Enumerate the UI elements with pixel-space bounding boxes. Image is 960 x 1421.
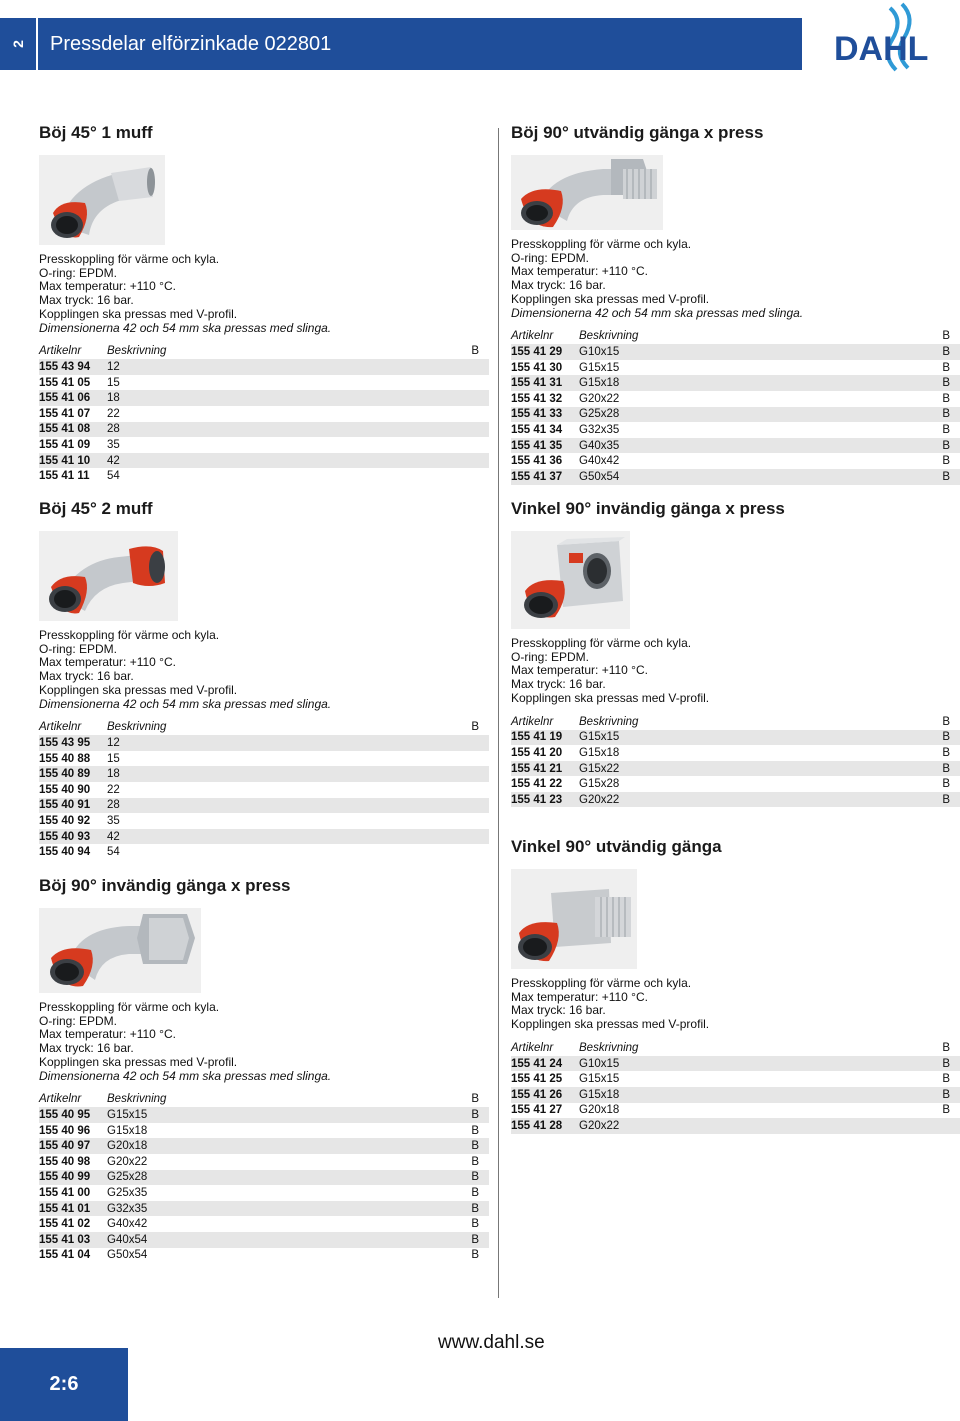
description-cell: G20x22: [579, 792, 920, 808]
desc-line: Kopplingen ska pressas med V-profil.: [39, 682, 238, 697]
desc-line: Presskoppling för värme och kyla.: [511, 976, 692, 990]
description-cell: G25x28: [579, 407, 920, 423]
section-title: Böj 45° 1 muff: [39, 123, 153, 142]
description-cell: G40x42: [579, 455, 620, 468]
article-number: 155 41 24: [511, 1056, 579, 1072]
table-row: [39, 1201, 489, 1217]
article-number: 155 41 31: [511, 375, 579, 391]
desc-note: Dimensionerna 42 och 54 mm ska pressas med slinga.: [39, 696, 332, 711]
b-cell: B: [920, 1087, 960, 1103]
product-section-boj45-1muff: [39, 121, 489, 484]
desc-line: Max temperatur: +110 °C.: [511, 264, 648, 279]
article-number: 155 40 93: [39, 829, 107, 845]
article-number: 155 40 99: [39, 1170, 107, 1186]
article-number: 155 41 00: [39, 1186, 91, 1199]
col-header-description: Beskrivning: [107, 721, 167, 734]
desc-line: O-ring: EPDM.: [511, 649, 590, 664]
desc-line: Max temperatur: +110 °C.: [39, 655, 176, 670]
description-cell: 18: [107, 766, 449, 782]
column-divider: [498, 128, 499, 1298]
description-cell: G15x18: [107, 1124, 148, 1137]
description-cell: 18: [107, 390, 449, 406]
b-cell: [449, 798, 489, 814]
section-title: Böj 90° utvändig gänga x press: [511, 123, 764, 142]
description-cell: 42: [107, 829, 449, 845]
desc-line: Kopplingen ska pressas med V-profil.: [39, 306, 238, 321]
desc-line: Max temperatur: +110 °C.: [511, 663, 648, 678]
description-cell: G20x18: [107, 1138, 449, 1154]
table-header: [511, 714, 960, 730]
b-cell: B: [942, 1104, 950, 1117]
b-cell: B: [471, 1124, 479, 1137]
description-cell: G50x54: [107, 1249, 148, 1262]
article-number: 155 41 05: [39, 376, 91, 389]
b-cell: B: [449, 1170, 489, 1186]
b-cell: B: [942, 778, 950, 791]
col-header-b: B: [942, 330, 950, 343]
chapter-number: 2: [10, 40, 26, 48]
table-row: [39, 422, 489, 438]
b-cell: [449, 782, 489, 798]
description-cell: G15x15: [579, 361, 620, 374]
article-number: 155 40 88: [39, 752, 91, 765]
product-photo: [511, 155, 663, 230]
desc-line: Max temperatur: +110 °C.: [39, 279, 176, 294]
article-number: 155 41 07: [39, 407, 91, 420]
section-description: [39, 1001, 489, 1083]
description-cell: G15x15: [107, 1107, 449, 1123]
b-cell: B: [920, 438, 960, 454]
section-title: Böj 45° 2 muff: [39, 499, 153, 518]
section-description: [39, 629, 489, 711]
description-cell: 42: [107, 453, 449, 469]
table-row: [511, 1056, 960, 1072]
desc-note: Dimensionerna 42 och 54 mm ska pressas med slinga.: [39, 320, 332, 335]
table-row: [511, 407, 960, 423]
table-header: [39, 343, 489, 359]
b-cell: [449, 844, 489, 860]
page-number: 2:6: [0, 1348, 128, 1421]
col-header-description: Beskrivning: [579, 715, 639, 728]
table-row: [511, 469, 960, 485]
article-number: 155 41 26: [511, 1087, 579, 1103]
description-cell: G32x35: [107, 1201, 449, 1217]
description-cell: G20x22: [107, 1155, 148, 1168]
description-cell: G15x15: [579, 1073, 620, 1086]
product-photo: [39, 908, 201, 993]
col-header-b: B: [471, 345, 479, 358]
description-cell: G15x15: [579, 730, 920, 746]
desc-line: Max tryck: 16 bar.: [39, 1041, 134, 1056]
section-description: [39, 253, 489, 335]
table-row: [39, 798, 489, 814]
section-description: [511, 977, 960, 1032]
article-number: 155 40 91: [39, 798, 107, 814]
article-number: 155 41 19: [511, 730, 579, 746]
table-row: [511, 792, 960, 808]
desc-line: O-ring: EPDM.: [39, 265, 118, 280]
b-cell: B: [449, 1138, 489, 1154]
description-cell: G50x54: [579, 469, 920, 485]
col-header-article: Artikelnr: [511, 715, 554, 728]
col-header-article: Artikelnr: [511, 330, 554, 343]
b-cell: [449, 468, 489, 484]
table-row: [511, 730, 960, 746]
description-cell: G10x15: [579, 344, 920, 360]
table-row: [511, 391, 960, 407]
b-cell: B: [942, 455, 950, 468]
description-cell: G15x28: [579, 778, 620, 791]
table-row: [511, 745, 960, 761]
b-cell: B: [920, 1056, 960, 1072]
article-number: 155 41 30: [511, 361, 563, 374]
product-table: [39, 719, 489, 860]
page-title: Pressdelar elförzinkade 022801: [50, 32, 332, 55]
b-cell: [449, 375, 489, 391]
b-cell: B: [920, 407, 960, 423]
table-header: [39, 719, 489, 735]
description-cell: 15: [107, 376, 120, 389]
description-cell: G20x22: [579, 392, 620, 405]
desc-line: O-ring: EPDM.: [39, 1013, 118, 1028]
article-number: 155 41 35: [511, 438, 579, 454]
article-number: 155 41 32: [511, 392, 563, 405]
section-description: [511, 238, 960, 320]
table-row: [39, 735, 489, 751]
product-table: [511, 328, 960, 484]
col-header-b: B: [471, 1093, 479, 1106]
product-photo: [39, 155, 165, 245]
b-cell: B: [471, 1218, 479, 1231]
description-cell: G25x28: [107, 1170, 449, 1186]
product-table: [511, 1040, 960, 1134]
b-cell: [449, 422, 489, 438]
table-row: [39, 1248, 489, 1264]
table-row: [39, 813, 489, 829]
table-row: [511, 453, 960, 469]
table-row: [39, 359, 489, 375]
table-row: [511, 422, 960, 438]
b-cell: [449, 453, 489, 469]
product-section-boj90-utvandig: [511, 121, 960, 485]
article-number: 155 40 90: [39, 783, 91, 796]
col-header-article: Artikelnr: [39, 345, 82, 358]
col-header-description: Beskrivning: [579, 330, 639, 343]
article-number: 155 40 95: [39, 1107, 107, 1123]
b-cell: B: [942, 361, 950, 374]
col-header-article: Artikelnr: [39, 721, 82, 734]
table-row: [39, 751, 489, 767]
article-number: 155 41 23: [511, 792, 579, 808]
article-number: 155 41 29: [511, 344, 579, 360]
article-number: 155 41 09: [39, 438, 91, 451]
b-cell: B: [942, 746, 950, 759]
article-number: 155 40 89: [39, 766, 107, 782]
table-row: [39, 453, 489, 469]
description-cell: G10x15: [579, 1056, 920, 1072]
b-cell: [449, 751, 489, 767]
desc-line: Presskoppling för värme och kyla.: [39, 628, 220, 642]
article-number: 155 41 08: [39, 422, 107, 438]
desc-line: Max tryck: 16 bar.: [39, 669, 134, 684]
table-row: [39, 1154, 489, 1170]
article-number: 155 41 33: [511, 407, 579, 423]
product-section-boj45-2muff: [39, 497, 489, 860]
col-header-description: Beskrivning: [579, 1041, 639, 1054]
desc-line: O-ring: EPDM.: [511, 250, 590, 265]
col-header-description: Beskrivning: [107, 1093, 167, 1106]
desc-line: Kopplingen ska pressas med V-profil.: [39, 1054, 238, 1069]
desc-line: Presskoppling för värme och kyla.: [39, 252, 220, 266]
b-cell: [449, 813, 489, 829]
section-description: [511, 637, 960, 706]
article-number: 155 41 06: [39, 390, 107, 406]
product-photo: [39, 531, 178, 621]
table-row: [511, 438, 960, 454]
table-row: [39, 829, 489, 845]
article-number: 155 41 21: [511, 761, 579, 777]
description-cell: G15x18: [579, 375, 920, 391]
table-row: [39, 375, 489, 391]
article-number: 155 41 20: [511, 746, 563, 759]
col-header-b: B: [942, 715, 950, 728]
table-row: [511, 1103, 960, 1119]
b-cell: B: [920, 469, 960, 485]
table-row: [39, 390, 489, 406]
article-number: 155 41 27: [511, 1104, 563, 1117]
desc-line: Max temperatur: +110 °C.: [511, 989, 648, 1004]
article-number: 155 40 98: [39, 1155, 91, 1168]
article-number: 155 40 97: [39, 1138, 107, 1154]
table-row: [39, 1170, 489, 1186]
product-photo: [511, 869, 637, 969]
description-cell: G32x35: [579, 423, 620, 436]
article-number: 155 41 25: [511, 1073, 563, 1086]
desc-line: Kopplingen ska pressas med V-profil.: [511, 291, 710, 306]
b-cell: B: [920, 344, 960, 360]
section-title: Vinkel 90° utvändig gänga: [511, 837, 722, 856]
page-title-bar: [38, 18, 802, 70]
b-cell: [449, 766, 489, 782]
product-section-vinkel90-utvandig: [511, 835, 960, 1134]
b-cell: [449, 735, 489, 751]
b-cell: B: [920, 792, 960, 808]
desc-line: Kopplingen ska pressas med V-profil.: [511, 1017, 710, 1032]
description-cell: G40x35: [579, 438, 920, 454]
description-cell: 22: [107, 783, 120, 796]
table-row: [39, 1232, 489, 1248]
b-cell: B: [920, 730, 960, 746]
description-cell: G15x22: [579, 761, 920, 777]
article-number: 155 41 22: [511, 778, 563, 791]
chapter-tab: [0, 18, 36, 70]
description-cell: G15x18: [579, 746, 620, 759]
col-header-article: Artikelnr: [39, 1093, 82, 1106]
b-cell: [449, 390, 489, 406]
b-cell: B: [942, 423, 950, 436]
b-cell: B: [449, 1232, 489, 1248]
desc-line: Presskoppling för värme och kyla.: [511, 636, 692, 650]
table-row: [39, 1107, 489, 1123]
desc-note: Dimensionerna 42 och 54 mm ska pressas med slinga.: [39, 1068, 332, 1083]
footer-website: www.dahl.se: [438, 1332, 545, 1353]
b-cell: B: [920, 761, 960, 777]
article-number: 155 41 02: [39, 1218, 91, 1231]
b-cell: [449, 437, 489, 453]
article-number: 155 40 96: [39, 1124, 91, 1137]
product-table: [39, 343, 489, 484]
description-cell: 12: [107, 735, 449, 751]
article-number: 155 40 94: [39, 846, 91, 859]
table-row: [39, 437, 489, 453]
description-cell: 35: [107, 814, 120, 827]
b-cell: B: [449, 1201, 489, 1217]
description-cell: G20x22: [579, 1118, 920, 1134]
table-row: [39, 1123, 489, 1139]
product-photo: [511, 531, 630, 629]
table-row: [39, 766, 489, 782]
desc-line: O-ring: EPDM.: [39, 641, 118, 656]
desc-note: Dimensionerna 42 och 54 mm ska pressas med slinga.: [511, 305, 804, 320]
description-cell: 28: [107, 798, 449, 814]
description-cell: G15x18: [579, 1087, 920, 1103]
description-cell: 15: [107, 752, 120, 765]
desc-line: Max temperatur: +110 °C.: [39, 1027, 176, 1042]
b-cell: B: [920, 375, 960, 391]
table-row: [511, 344, 960, 360]
description-cell: G25x35: [107, 1186, 148, 1199]
col-header-b: B: [471, 721, 479, 734]
dahl-logo: [832, 0, 960, 110]
table-row: [39, 468, 489, 484]
b-cell: [449, 359, 489, 375]
article-number: 155 41 11: [39, 470, 90, 483]
product-section-boj90-invandig: [39, 874, 489, 1263]
desc-line: Max tryck: 16 bar.: [511, 677, 606, 692]
desc-line: Presskoppling för värme och kyla.: [511, 237, 692, 251]
article-number: 155 43 94: [39, 359, 107, 375]
description-cell: 22: [107, 407, 120, 420]
desc-line: Presskoppling för värme och kyla.: [39, 1000, 220, 1014]
section-title: Böj 90° invändig gänga x press: [39, 876, 291, 895]
col-header-article: Artikelnr: [511, 1041, 554, 1054]
table-row: [511, 776, 960, 792]
table-row: [511, 1071, 960, 1087]
description-cell: 12: [107, 359, 449, 375]
article-number: 155 41 37: [511, 469, 579, 485]
article-number: 155 41 28: [511, 1118, 579, 1134]
table-header: [39, 1091, 489, 1107]
table-row: [511, 360, 960, 376]
description-cell: 54: [107, 846, 120, 859]
desc-line: Max tryck: 16 bar.: [511, 1003, 606, 1018]
table-row: [39, 1216, 489, 1232]
product-table: [39, 1091, 489, 1263]
description-cell: 28: [107, 422, 449, 438]
table-row: [511, 1087, 960, 1103]
b-cell: B: [471, 1155, 479, 1168]
table-row: [511, 1118, 960, 1134]
b-cell: B: [449, 1107, 489, 1123]
description-cell: G40x54: [107, 1232, 449, 1248]
section-title: Vinkel 90° invändig gänga x press: [511, 499, 785, 518]
article-number: 155 41 34: [511, 423, 563, 436]
desc-line: Max tryck: 16 bar.: [39, 293, 134, 308]
b-cell: [449, 829, 489, 845]
description-cell: G20x18: [579, 1104, 620, 1117]
table-row: [39, 1138, 489, 1154]
col-header-description: Beskrivning: [107, 345, 167, 358]
article-number: 155 41 36: [511, 455, 563, 468]
table-row: [39, 1185, 489, 1201]
b-cell: B: [942, 392, 950, 405]
b-cell: [920, 1118, 960, 1134]
b-cell: [449, 406, 489, 422]
description-cell: 54: [107, 470, 120, 483]
col-header-b: B: [942, 1041, 950, 1054]
article-number: 155 41 03: [39, 1232, 107, 1248]
table-row: [39, 782, 489, 798]
b-cell: B: [471, 1186, 479, 1199]
table-row: [511, 761, 960, 777]
b-cell: B: [471, 1249, 479, 1262]
description-cell: G40x42: [107, 1218, 148, 1231]
table-row: [39, 406, 489, 422]
desc-line: Max tryck: 16 bar.: [511, 278, 606, 293]
article-number: 155 41 10: [39, 453, 107, 469]
desc-line: Kopplingen ska pressas med V-profil.: [511, 690, 710, 705]
table-row: [511, 375, 960, 391]
article-number: 155 40 92: [39, 814, 91, 827]
b-cell: B: [942, 1073, 950, 1086]
logo-wordmark: DAHL: [834, 30, 929, 68]
article-number: 155 43 95: [39, 735, 107, 751]
table-row: [39, 844, 489, 860]
article-number: 155 41 04: [39, 1249, 91, 1262]
table-header: [511, 328, 960, 344]
product-table: [511, 714, 960, 808]
table-header: [511, 1040, 960, 1056]
description-cell: 35: [107, 438, 120, 451]
product-section-vinkel90-invandig: [511, 497, 960, 807]
article-number: 155 41 01: [39, 1201, 107, 1217]
